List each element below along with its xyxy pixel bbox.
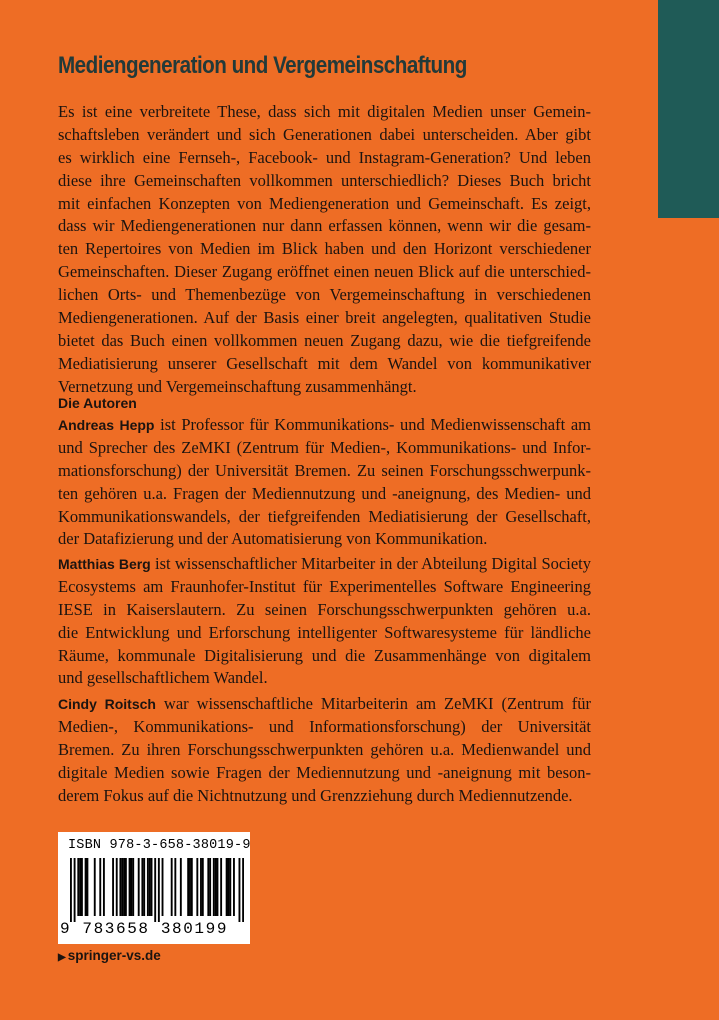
author-bio-line: Bremen. Zu ihren Forschungsschwerpunkten gehören u.a. Medienwandel und [58, 739, 591, 759]
author-bio-text: ist Professor für Kommunikations- und Medienwissenschaft am [154, 415, 591, 434]
barcode-bar [180, 858, 182, 916]
author-name: Cindy Roitsch [58, 696, 156, 712]
barcode-bar [141, 858, 143, 916]
barcode-bar [226, 858, 228, 916]
author-bio-line: derem Fokus auf die Nichtnutzung und Grenzziehung durch Mediennutzende. [58, 785, 573, 805]
barcode-bar [70, 858, 72, 922]
barcode-bar [213, 858, 215, 916]
barcode-bar [85, 858, 87, 916]
barcode-bar [158, 858, 160, 922]
barcode-bar [130, 858, 132, 916]
ean-digits: 9 783658 380199 [60, 920, 229, 938]
blurb-text [58, 101, 591, 399]
blurb-line: diese ihre Gemeinschaften vollkommen unterschiedlich? Dieses Buch bricht [58, 170, 591, 190]
barcode-bar [103, 858, 105, 916]
barcode-bar [77, 858, 79, 916]
blurb-line: lichen Orts- und Themenbezüge von Vergemeinschaftung in verschiedenen [58, 285, 591, 305]
publisher-website[interactable] [58, 948, 161, 963]
blurb-line: Mediatisierung unserer Gesellschaft mit dem Wandel von kommunikativer [58, 353, 591, 373]
barcode-bar [207, 858, 209, 916]
barcode-bar [228, 858, 230, 916]
barcode-bar [74, 858, 76, 922]
barcode-bar [149, 858, 151, 916]
blurb-line: dass wir Mediengenerationen nur dann erfassen können, wenn wir die gesam- [58, 216, 591, 236]
barcode-bar [112, 858, 114, 916]
barcode-bar [154, 858, 156, 922]
author-bio-line: digitale Medien sowie Fragen der Mediennutzung und -aneignung mit beson- [58, 762, 591, 782]
barcode-bar [143, 858, 145, 916]
author-bio-text: war wissenschaftliche Mitarbeiterin am ZeMKI (Zentrum für [155, 694, 591, 713]
barcode-bar [233, 858, 235, 916]
blurb-line: Gemeinschaften. Dieser Zugang eröffnet einen neuen Blick auf die unterschied- [58, 262, 591, 282]
barcode-bar [121, 858, 123, 916]
barcode-bar [125, 858, 127, 916]
barcode-bar [174, 858, 176, 916]
barcode-bars [70, 858, 244, 922]
blurb-line: Vernetzung und Vergemeinschaftung zusammenhängt. [58, 376, 417, 396]
barcode-bar [162, 858, 164, 916]
barcode-bar [242, 858, 244, 922]
barcode-bar [119, 858, 121, 916]
barcode-bar [202, 858, 204, 916]
barcode-bar [220, 858, 222, 916]
author-bio-line: mationsforschung) der Universität Bremen. Zu seinen Forschungsschwerpunk- [58, 460, 591, 480]
barcode-bar [151, 858, 153, 916]
author-bio-line: der Datafizierung und der Automatisierung von Kommunikation. [58, 529, 488, 549]
author-bio-line [58, 553, 591, 576]
barcode-bar [132, 858, 134, 916]
barcode-bar [215, 858, 217, 916]
barcode-bar [189, 858, 191, 916]
blurb-line: ten Repertoires von Medien im Blick haben und den Horizont verschiedener [58, 239, 591, 259]
blurb-line: Es ist eine verbreitete These, dass sich mit digitalen Medien unser Gemein- [58, 102, 591, 121]
author-bio-line: und Sprecher des ZeMKI (Zentrum für Medien-, Kommunikations- und Infor- [58, 437, 591, 457]
barcode-bar [171, 858, 173, 916]
barcode-bar [129, 858, 131, 916]
blurb-line: es wirklich eine Fernseh-, Facebook- und Instagram-Generation? Und leben [58, 147, 591, 167]
barcode-bar [123, 858, 125, 916]
author-bio-line: ten gehören u.a. Fragen der Mediennutzung und -aneignung, des Medien- und [58, 483, 591, 503]
author-bio-text: ist wissenschaftlicher Mitarbeiter in der Abteilung Digital Society [150, 554, 591, 573]
blurb-line: Mediengenerationen. Auf der Basis einer breit angelegten, qualitativen Studie [58, 308, 591, 328]
author-bio-roitsch [58, 693, 591, 807]
book-title: Mediengeneration und Vergemeinschaftung [58, 52, 467, 79]
author-bio-line: und gesellschaftlichem Wandel. [58, 668, 268, 688]
barcode-bar [99, 858, 101, 916]
spine-accent-tab [658, 0, 719, 218]
author-bio-line: Kommunikationswandels, der tiefgreifenden Mediatisierung der Gesellschaft, [58, 506, 591, 526]
author-bio-line: Medien-, Kommunikations- und Informationsforschung) der Universität [58, 716, 591, 736]
barcode-bar [147, 858, 149, 916]
authors-heading: Die Autoren [58, 395, 137, 411]
barcode-bar [239, 858, 241, 922]
barcode-bar [196, 858, 198, 916]
barcode-bar [116, 858, 118, 916]
barcode-bar [138, 858, 140, 916]
barcode-bar [94, 858, 96, 916]
author-bio-line: IESE in Kaiserslautern. Zu seinen Forschungsschwerpunkten gehören u.a. [58, 599, 591, 619]
author-bio-line [58, 414, 591, 437]
author-bio-line: Ecosystems am Fraunhofer-Institut für Experimentelles Software Engineering [58, 576, 591, 596]
blurb-line: bietet das Buch einen vollkommen neuen Zugang dazu, wie die tiefgreifende [58, 330, 591, 350]
author-bio-berg [58, 553, 591, 690]
isbn-label: ISBN 978-3-658-38019-9 [68, 838, 251, 853]
blurb-line: mit einfachen Konzepten von Mediengeneration und Gemeinschaft. Es zeigt, [58, 193, 591, 213]
author-name: Matthias Berg [58, 556, 151, 572]
barcode-bar [81, 858, 83, 916]
author-bio-line [58, 693, 591, 716]
author-bio-line: die Entwicklung und Erforschung intelligenter Softwaresysteme für ländliche [58, 622, 591, 642]
author-bio-line: Räume, kommunale Digitalisierung und die Zusammenhänge von digitalem [58, 645, 591, 665]
barcode-bar [217, 858, 219, 916]
blurb-line: schaftsleben verändert und sich Generationen dabei unterscheiden. Aber gibt [58, 124, 591, 144]
isbn-barcode [58, 832, 250, 944]
barcode-bar [79, 858, 81, 916]
author-bio-hepp [58, 414, 591, 551]
barcode-bar [209, 858, 211, 916]
barcode-bar [200, 858, 202, 916]
author-name: Andreas Hepp [58, 417, 155, 433]
barcode-bar [187, 858, 189, 916]
barcode-bar [191, 858, 193, 916]
arrow-right-icon: ▶ [58, 952, 66, 963]
barcode-bar [229, 858, 231, 916]
website-label: springer-vs.de [67, 948, 161, 963]
barcode-bar [86, 858, 88, 916]
